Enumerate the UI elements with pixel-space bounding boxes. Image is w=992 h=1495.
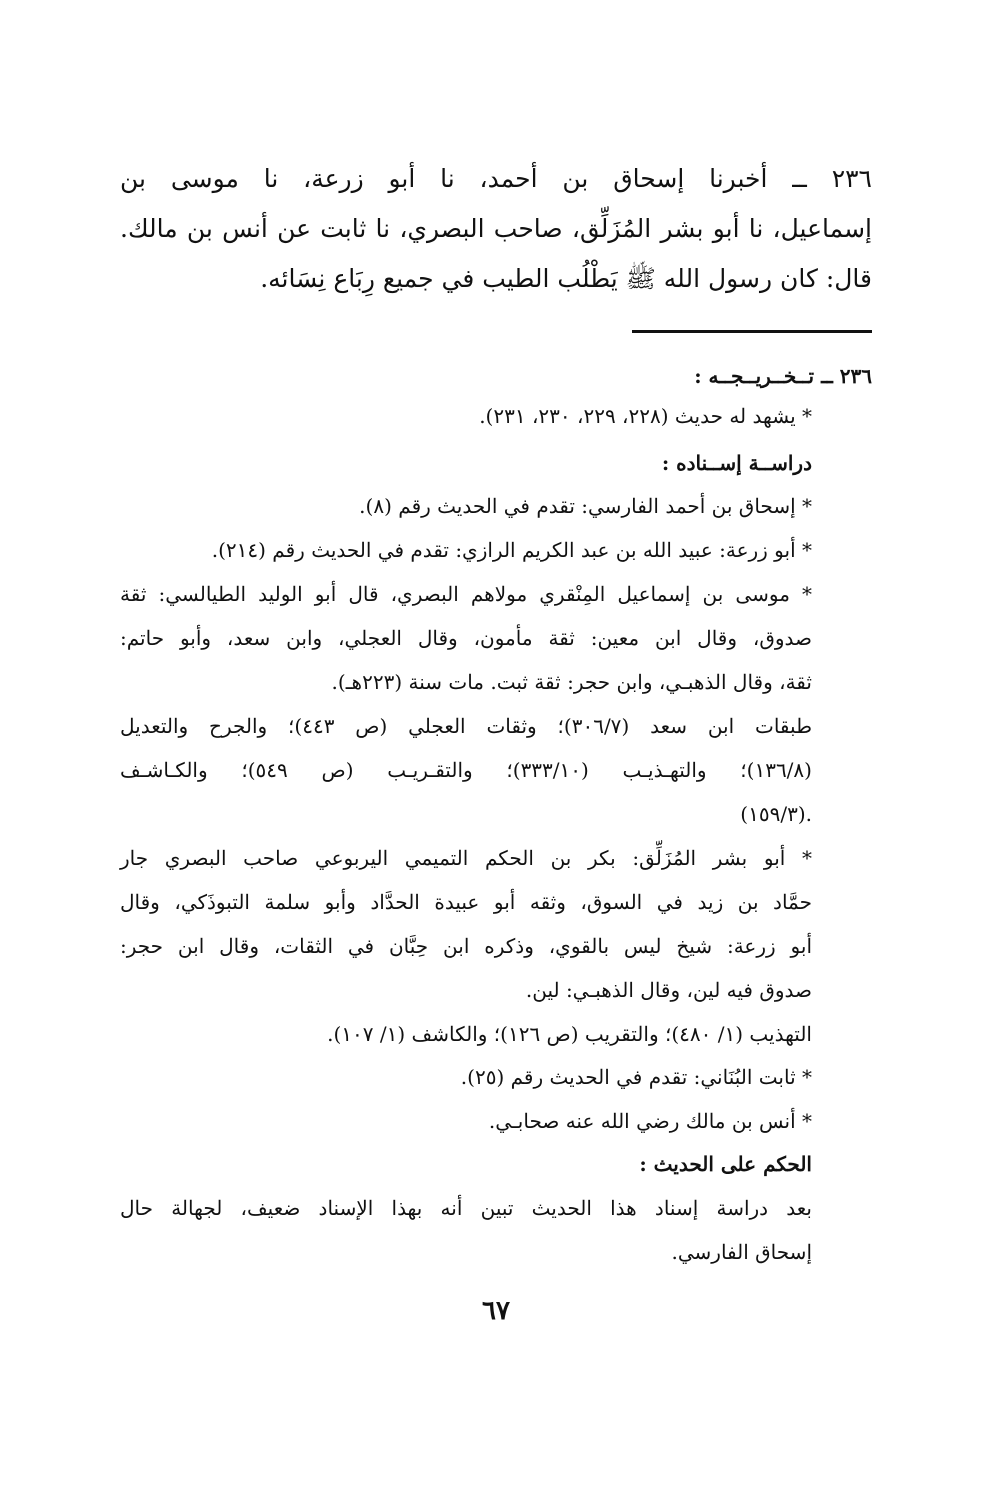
sources-musa-line-2: (١٣٦/٨)؛ والتهـذيـب (٣٣٣/١٠)؛ والتقـريـب (ص ٥٤٩)؛ والكـاشـف xyxy=(120,758,812,782)
narrator-anas: * أنس بن مالك رضي الله عنه صحابـي. xyxy=(488,1109,812,1133)
footnote-separator xyxy=(632,330,872,333)
narrator-thabit: * ثابت البُنَاني: تقدم في الحديث رقم (٢٥). xyxy=(460,1065,812,1089)
takhrij-heading: ٢٣٦ ــ تــخــريــجــه : xyxy=(694,364,872,388)
narrator-ishaq: * إسحاق بن أحمد الفارسي: تقدم في الحديث رقم (٨). xyxy=(359,494,812,518)
narrator-abu-zurah: * أبو زرعة: عبيد الله بن عبد الكريم الرازي: تقدم في الحديث رقم (٢١٤). xyxy=(211,538,812,562)
takhrij-witness: * يشهد له حديث (٢٢٨، ٢٢٩، ٢٣٠، ٢٣١). xyxy=(479,404,812,428)
sources-musa-line-1: طبقات ابن سعد (٣٠٦/٧)؛ وثقات العجلي (ص ٤٤٣)؛ والجرح والتعديل xyxy=(120,714,812,738)
narrator-abu-bishr-line-3: أبو زرعة: شيخ ليس بالقوي، وذكره ابن حِبَّان في الثقات، وقال ابن حجر: xyxy=(120,934,812,958)
hadith-line-1: ٢٣٦ ــ أخبرنا إسحاق بن أحمد، نا أبو زرعة، نا موسى بن xyxy=(120,164,872,193)
narrator-abu-bishr-line-1: * أبو بشر المُزَلِّق: بكر بن الحكم التميمي اليربوعي صاحب البصري جار xyxy=(120,846,812,870)
sources-musa-line-3: (١٥٩/٣). xyxy=(740,802,812,826)
ruling-heading: الحكم على الحديث : xyxy=(639,1152,812,1176)
narrator-musa-line-2: صدوق، وقال ابن معين: ثقة مأمون، وقال العجلي، وابن سعد، وأبو حاتم: xyxy=(120,626,812,650)
ruling-text-line-2: إسحاق الفارسي. xyxy=(671,1240,812,1264)
hadith-line-2: إسماعيل، نا أبو بشر المُزَلِّق، صاحب البصري، نا ثابت عن أنس بن مالك. xyxy=(120,214,872,243)
sources-abu-bishr: التهذيب (١/ ٤٨٠)؛ والتقريب (ص ١٢٦)؛ والكاشف (١/ ١٠٧). xyxy=(327,1022,812,1046)
narrator-abu-bishr-line-2: حمَّاد بن زيد في السوق، وثقه أبو عبيدة الحدَّاد وأبو سلمة التبوذَكي، وقال xyxy=(120,890,812,914)
narrator-musa-line-1: * موسى بن إسماعيل المِنْقري مولاهم البصري، قال أبو الوليد الطيالسي: ثقة xyxy=(120,582,812,606)
narrator-abu-bishr-line-4: صدوق فيه لين، وقال الذهبـي: لين. xyxy=(525,978,812,1002)
isnad-study-heading: دراســة إســناده : xyxy=(661,451,812,475)
narrator-musa-line-3: ثقة، وقال الذهبـي، وابن حجر: ثقة ثبت. مات سنة (٢٢٣هـ). xyxy=(331,670,812,694)
hadith-line-3: قال: كان رسول الله ﷺ يَطْلُب الطيب في جميع رِبَاع نِسَائه. xyxy=(260,264,872,293)
ruling-text-line-1: بعد دراسة إسناد هذا الحديث تبين أنه بهذا الإسناد ضعيف، لجهالة حال xyxy=(120,1196,812,1220)
page-number: ٦٧ xyxy=(482,1296,510,1326)
